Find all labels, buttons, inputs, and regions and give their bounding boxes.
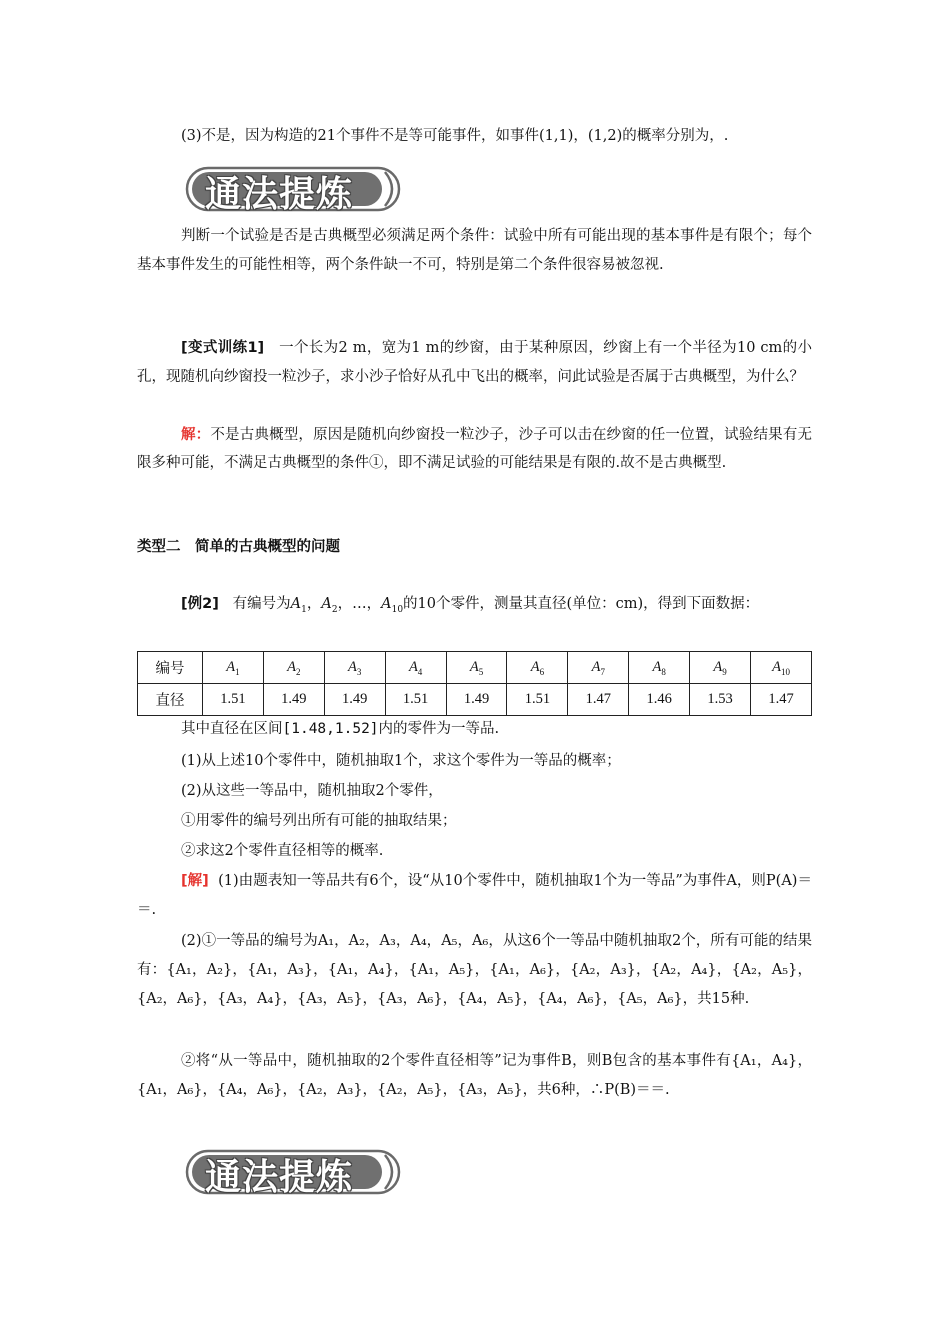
question-2: (2)从这些一等品中，随机抽取2个零件， (181, 783, 443, 799)
answer-text: 不是古典概型，原因是随机向纱窗投一粒沙子，沙子可以击在纱窗的任一位置，试验结果有无限多种可能，不满足古典概型的条件①，即不满足试验的可能结果是有限的.故不是古典概型. (137, 427, 812, 471)
method-summary-banner (185, 164, 405, 214)
question-2-1: ①用零件的编号列出所有可能的抽取结果； (181, 813, 457, 829)
diameter-table (137, 651, 812, 716)
table-cell: $A_{10}$ (751, 652, 812, 684)
table-cell: $A_5$ (446, 652, 507, 684)
first-grade-definition: 其中直径在区间[1.48,1.52]内的零件为一等品. (181, 721, 500, 737)
table-cell: $A_6$ (507, 652, 568, 684)
variant-exercise (137, 334, 812, 392)
variant-label: [变式训练1] (181, 340, 265, 356)
method-summary-banner-2 (185, 1147, 405, 1197)
table-cell: $A_3$ (324, 652, 385, 684)
example-label: [例2] (181, 596, 219, 612)
table-cell: $A_4$ (385, 652, 446, 684)
table-row (138, 652, 812, 684)
table-cell: 1.49 (324, 684, 385, 716)
table-cell: 1.47 (568, 684, 629, 716)
table-cell: 1.46 (629, 684, 690, 716)
table-cell: $A_9$ (690, 652, 751, 684)
answer-label: 解： (181, 427, 211, 443)
question-2-2: ②求这2个零件直径相等的概率. (181, 843, 384, 859)
banner-title: 通法提炼 (205, 1157, 354, 1198)
solution-part-3: (3)不是，因为构造的21个事件不是等可能事件，如事件(1,1)，(1,2)的概率分别为，. (181, 128, 729, 144)
solution-label: [解] (181, 873, 209, 889)
table-cell: 1.47 (751, 684, 812, 716)
section-title: 类型二 简单的古典概型的问题 (137, 539, 340, 555)
table-cell: 1.51 (507, 684, 568, 716)
solution-part-1: [解] (1)由题表知一等品共有6个，设“从10个零件中，随机抽取1个为一等品”为事件A，则P(A)＝＝. (137, 873, 812, 918)
banner-title: 通法提炼 (205, 174, 354, 215)
table-cell: 直径 (138, 684, 203, 716)
variant-answer (137, 421, 812, 477)
table-cell: $A_2$ (263, 652, 324, 684)
question-1: (1)从上述10个零件中，随机抽取1个，求这个零件为一等品的概率； (181, 753, 621, 769)
table-cell: 1.49 (263, 684, 324, 716)
table-cell: 1.51 (203, 684, 264, 716)
table-cell: 1.53 (690, 684, 751, 716)
table-cell: 1.49 (446, 684, 507, 716)
table-cell: 编号 (138, 652, 203, 684)
solution-part-2-2: ②将“从一等品中，随机抽取的2个零件直径相等”记为事件B，则B包含的基本事件有{A₁，A₄}，{A₁，A₆}，{A₄，A₆}，{A₂，A₃}，{A₂，A₅}，{A₃，A₅}，共6种，∴P(B)＝＝. (137, 1053, 812, 1098)
method-note: 判断一个试验是否是古典概型必须满足两个条件：试验中所有可能出现的基本事件是有限个；每个基本事件发生的可能性相等，两个条件缺一不可，特别是第二个条件很容易被忽视. (137, 228, 812, 273)
table-cell: $A_7$ (568, 652, 629, 684)
solution-part-2-1: (2)①一等品的编号为A₁，A₂，A₃，A₄，A₅，A₆，从这6个一等品中随机抽取2个，所有可能的结果有：{A₁，A₂}，{A₁，A₃}，{A₁，A₄}，{A₁，A₅}，{A₁，A₆}，{A₂，A₃}，{A₂，A₄}，{A₂，A₅}，{A₂，A₆}，{A₃，A₄}，{A₃，A₅}，{A₃，A₆}，{A₄，A₅}，{A₄，A₆}，{A₅，A₆}，共15种. (137, 933, 812, 1007)
variant-text: 一个长为2 m，宽为1 m的纱窗，由于某种原因，纱窗上有一个半径为10 cm的小孔，现随机向纱窗投一粒沙子，求小沙子恰好从孔中飞出的概率，问此试验是否属于古典概型，为什么？ (137, 340, 812, 385)
table-cell: $A_8$ (629, 652, 690, 684)
table-cell: $A_1$ (203, 652, 264, 684)
table-cell: 1.51 (385, 684, 446, 716)
table-row (138, 684, 812, 716)
example-2: [例2] 有编号为$A_1$，$A_2$，…，$A_{10}$的10个零件，测量其直径(单位：cm)，得到下面数据： (181, 596, 760, 615)
